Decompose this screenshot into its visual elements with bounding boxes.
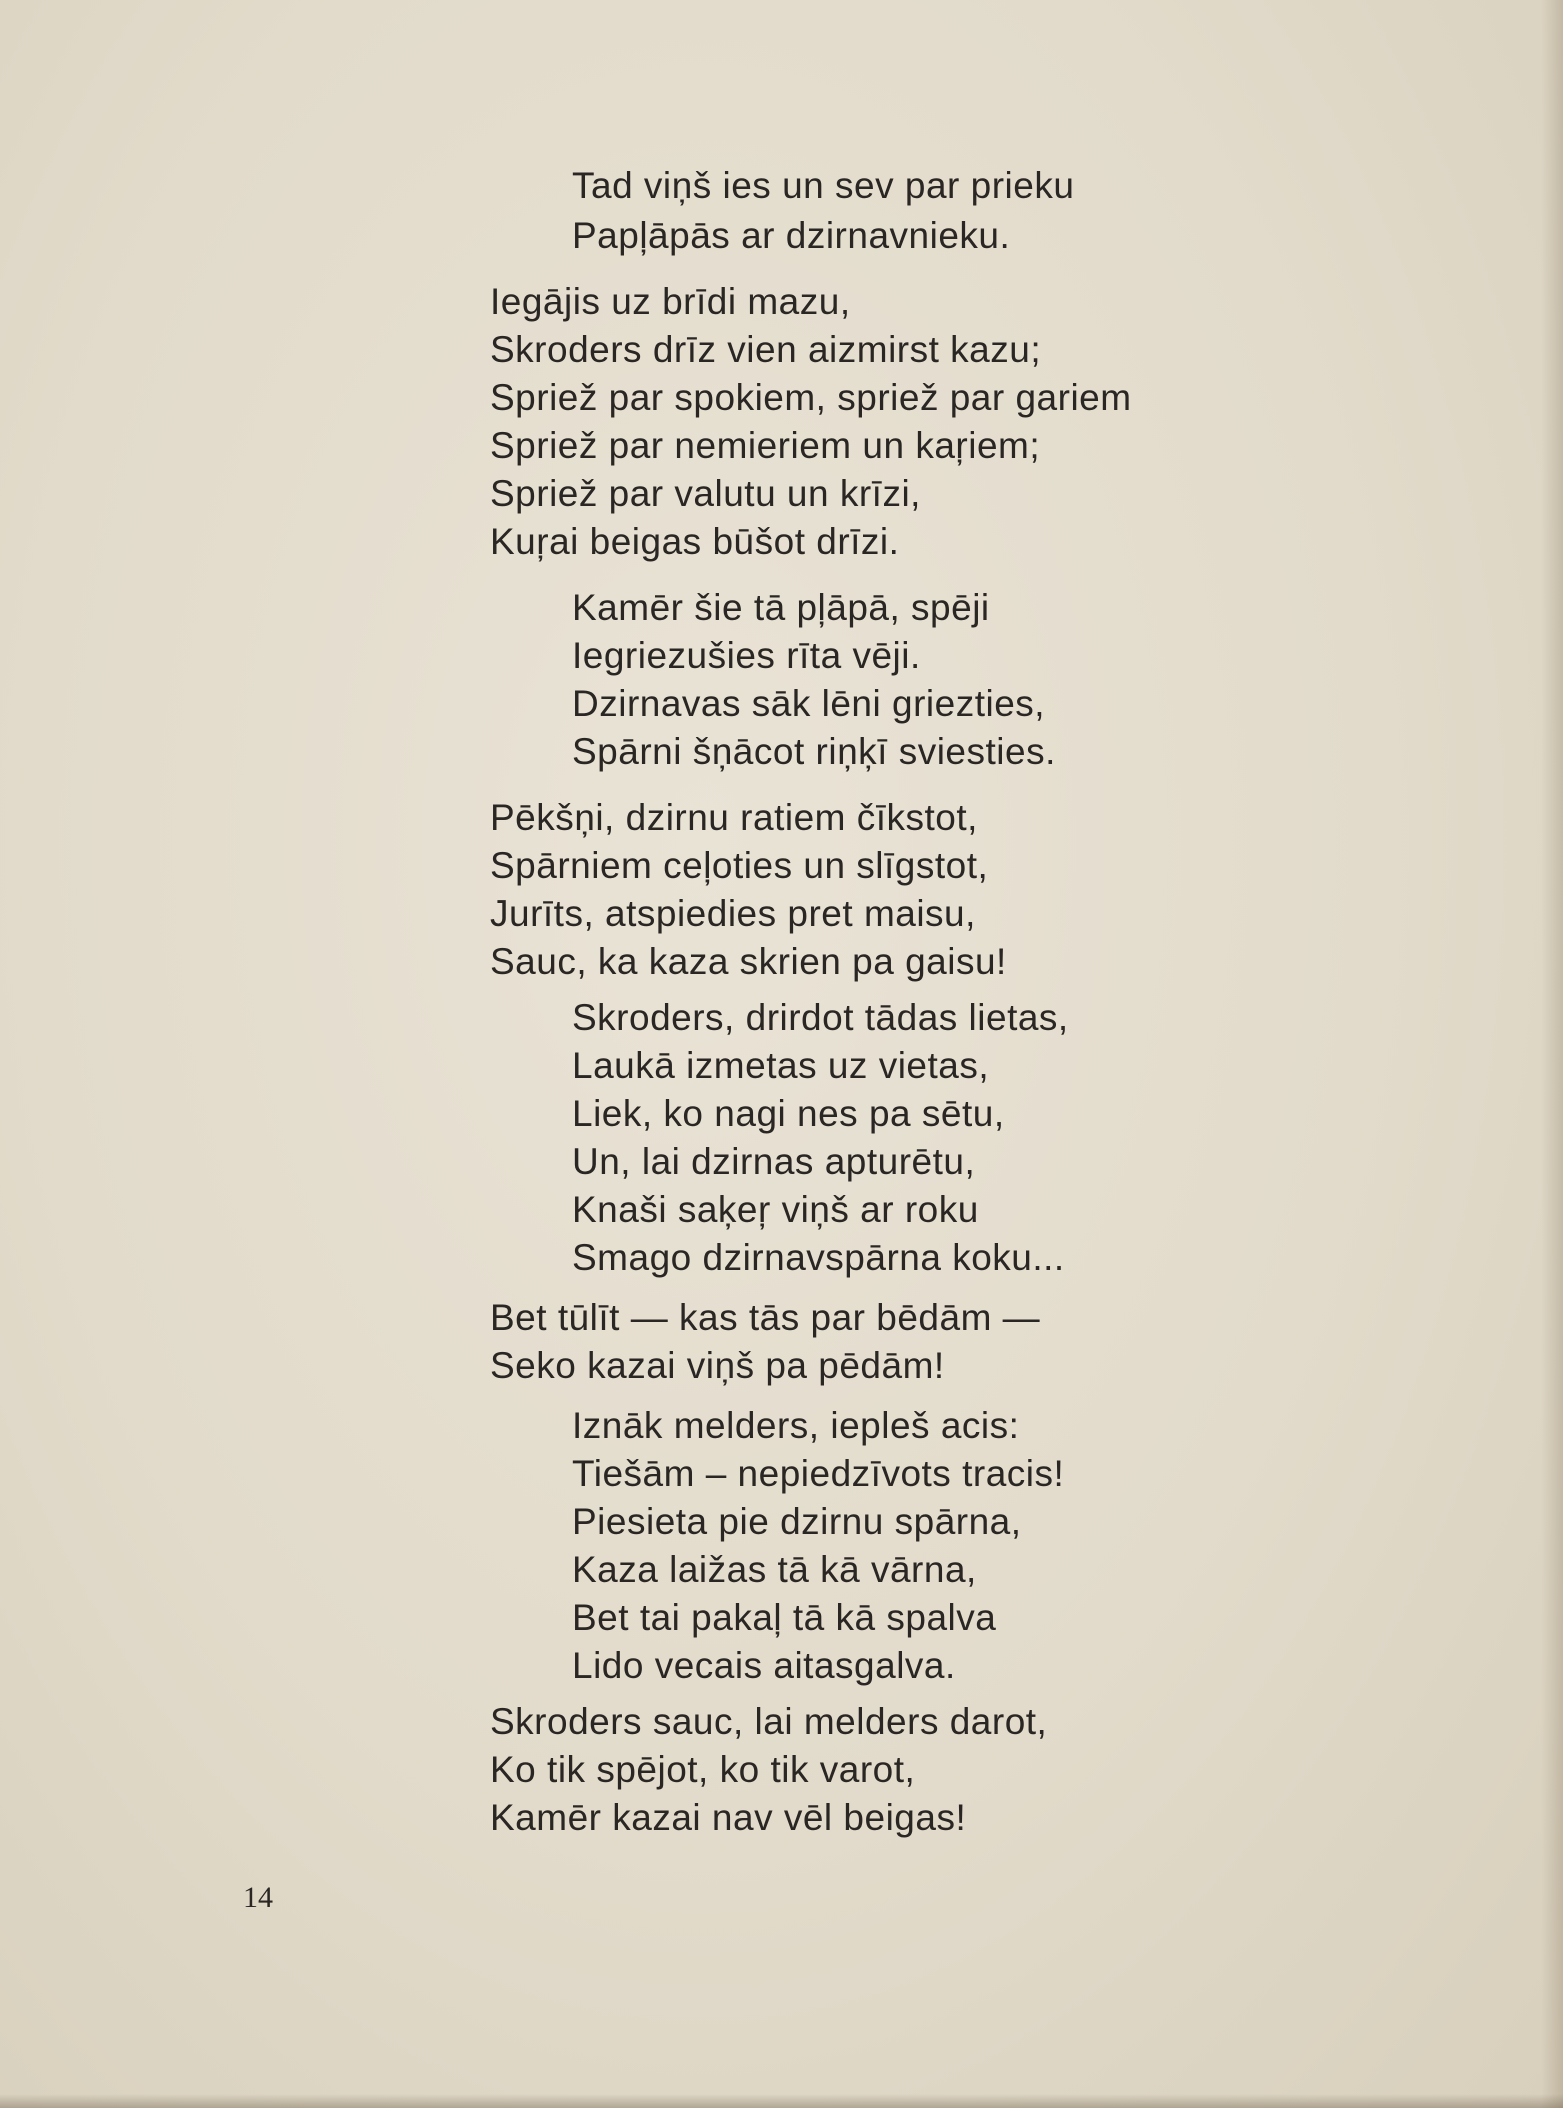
poem-line: Spārniem ceļoties un slīgstot,: [490, 845, 989, 886]
poem-line: Kamēr kazai nav vēl beigas!: [490, 1797, 967, 1838]
poem-line: Laukā izmetas uz vietas,: [572, 1045, 990, 1086]
poem-line: Seko kazai viņš pa pēdām!: [490, 1345, 945, 1386]
poem-line: Spriež par nemieriem un kaŗiem;: [490, 425, 1041, 466]
poem-line: Tad viņš ies un sev par prieku: [572, 165, 1075, 206]
poem-line: Dzirnavas sāk lēni griezties,: [572, 683, 1046, 724]
poem-line: Tiešām – nepiedzīvots tracis!: [572, 1453, 1065, 1494]
poem-line: Papļāpās ar dzirnavnieku.: [572, 215, 1011, 256]
poem-line: Kuŗai beigas būšot drīzi.: [490, 521, 900, 562]
poem-line: Iznāk melders, iepleš acis:: [572, 1405, 1020, 1446]
poem-line: Bet tai pakaļ tā kā spalva: [572, 1597, 997, 1638]
poem-line: Bet tūlīt — kas tās par bēdām —: [490, 1297, 1041, 1338]
poem-line: Iegājis uz brīdi mazu,: [490, 281, 851, 322]
poem-line: Un, lai dzirnas apturētu,: [572, 1141, 976, 1182]
poem-line: Smago dzirnavspārna koku...: [572, 1237, 1065, 1278]
page-edge-shadow-bottom: [0, 2094, 1563, 2108]
poem-line: Piesieta pie dzirnu spārna,: [572, 1501, 1022, 1542]
poem-line: Spriež par spokiem, spriež par gariem: [490, 377, 1132, 418]
page-number: 14: [243, 1881, 273, 1914]
poem-line: Lido vecais aitasgalva.: [572, 1645, 956, 1686]
poem-line: Jurīts, atspiedies pret maisu,: [490, 893, 976, 934]
poem-line: Iegriezušies rīta vēji.: [572, 635, 921, 676]
poem-line: Sauc, ka kaza skrien pa gaisu!: [490, 941, 1007, 982]
poem-line: Ko tik spējot, ko tik varot,: [490, 1749, 916, 1790]
poem-line: Kaza laižas tā kā vārna,: [572, 1549, 977, 1590]
poem-line: Skroders, drirdot tādas lietas,: [572, 997, 1069, 1038]
poem-line: Kamēr šie tā pļāpā, spēji: [572, 587, 990, 628]
poem-line: Liek, ko nagi nes pa sētu,: [572, 1093, 1005, 1134]
poem-line: Pēkšņi, dzirnu ratiem čīkstot,: [490, 797, 978, 838]
poem-line: Knaši saķeŗ viņš ar roku: [572, 1189, 979, 1230]
poem-line: Skroders sauc, lai melders darot,: [490, 1701, 1048, 1742]
poem-line: Spārni šņācot riņķī sviesties.: [572, 731, 1056, 772]
poem-line: Spriež par valutu un krīzi,: [490, 473, 921, 514]
poem-line: Skroders drīz vien aizmirst kazu;: [490, 329, 1042, 370]
